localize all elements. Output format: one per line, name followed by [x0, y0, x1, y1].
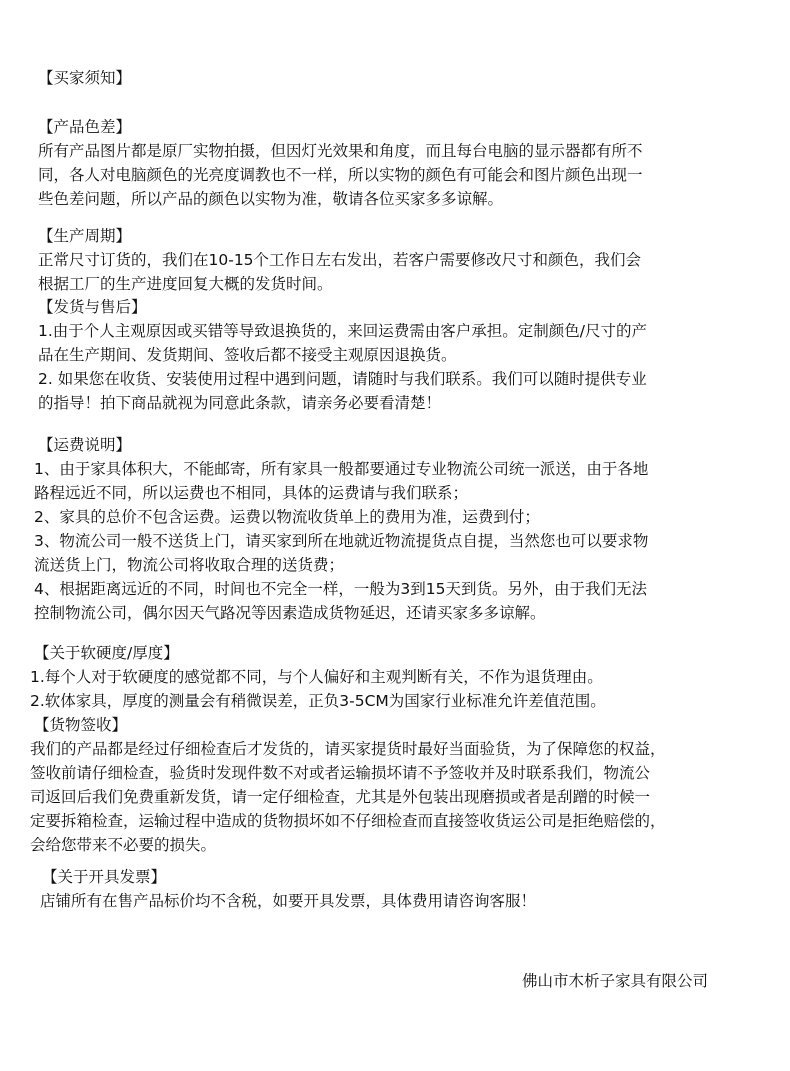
section-heading-shipping: 【运费说明】 — [38, 436, 132, 454]
section-heading-aftersales: 【发货与售后】 — [38, 298, 147, 316]
section-heading-production: 【生产周期】 — [38, 227, 132, 245]
section-line: 的指导！拍下商品就视为同意此条款，请亲务必要看清楚！ — [38, 394, 442, 412]
section-line: 我们的产品都是经过仔细检查后才发货的，请买家提货时最好当面验货，为了保障您的权益， — [30, 740, 666, 758]
section-line: 些色差问题，所以产品的颜色以实物为准，敬请各位买家多多谅解。 — [38, 190, 504, 208]
section-line: 所有产品图片都是原厂实物拍摄，但因灯光效果和角度，而且每台电脑的显示器都有所不 — [38, 142, 643, 160]
section-line: 同，各人对电脑颜色的光亮度调教也不一样，所以实物的颜色有可能会和图片颜色出现一 — [38, 166, 643, 184]
section-line: 3、物流公司一般不送货上门，请买家到所在地就近物流提货点自提，当然您也可以要求物 — [34, 532, 649, 550]
document-title: 【买家须知】 — [38, 69, 132, 87]
company-signature: 佛山市木析子家具有限公司 — [522, 972, 709, 990]
section-heading-invoice: 【关于开具发票】 — [42, 868, 167, 886]
section-line: 流送货上门，物流公司将收取合理的送货费； — [34, 556, 345, 574]
section-line: 正常尺寸订货的，我们在10-15个工作日左右发出，若客户需要修改尺寸和颜色，我们会 — [38, 251, 642, 269]
section-line: 路程远近不同，所以运费也不相同，具体的运费请与我们联系； — [34, 484, 469, 502]
section-line: 定要拆箱检查，运输过程中造成的货物损坏如不仔细检查而直接签收货运公司是拒绝赔偿的， — [30, 812, 666, 830]
section-heading-receipt: 【货物签收】 — [34, 716, 128, 734]
section-line: 品在生产期间、发货期间、签收后都不接受主观原因退换货。 — [38, 346, 457, 364]
section-line: 店铺所有在售产品标价均不含税，如要开具发票，具体费用请咨询客服！ — [40, 892, 537, 910]
section-heading-color: 【产品色差】 — [38, 118, 132, 136]
section-line: 4、根据距离远近的不同，时间也不完全一样，一般为3到15天到货。另外，由于我们无法 — [34, 580, 647, 598]
section-line: 会给您带来不必要的损失。 — [30, 836, 217, 854]
section-line: 2.软体家具，厚度的测量会有稍微误差，正负3-5CM为国家行业标准允许差值范围。 — [30, 692, 606, 710]
section-heading-softness: 【关于软硬度/厚度】 — [34, 644, 179, 662]
section-line: 签收前请仔细检查，验货时发现件数不对或者运输损坏请不予签收并及时联系我们，物流公 — [30, 764, 651, 782]
section-line: 控制物流公司，偶尔因天气路况等因素造成货物延迟，还请买家多多谅解。 — [34, 604, 546, 622]
section-line: 1.每个人对于软硬度的感觉都不同，与个人偏好和主观判断有关，不作为退货理由。 — [30, 668, 603, 686]
section-line: 2、家具的总价不包含运费。运费以物流收货单上的费用为准，运费到付； — [34, 508, 540, 526]
section-line: 2. 如果您在收货、安装使用过程中遇到问题，请随时与我们联系。我们可以随时提供专业 — [38, 370, 647, 388]
section-line: 根据工厂的生产进度回复大概的发货时间。 — [38, 275, 333, 293]
section-line: 1.由于个人主观原因或买错等导致退换货的，来回运费需由客户承担。定制颜色/尺寸的产 — [38, 322, 648, 340]
section-line: 1、由于家具体积大，不能邮寄，所有家具一般都要通过专业物流公司统一派送，由于各地 — [34, 460, 649, 478]
section-line: 司返回后我们免费重新发货，请一定仔细检查，尤其是外包装出现磨损或者是刮蹭的时候一 — [30, 788, 651, 806]
